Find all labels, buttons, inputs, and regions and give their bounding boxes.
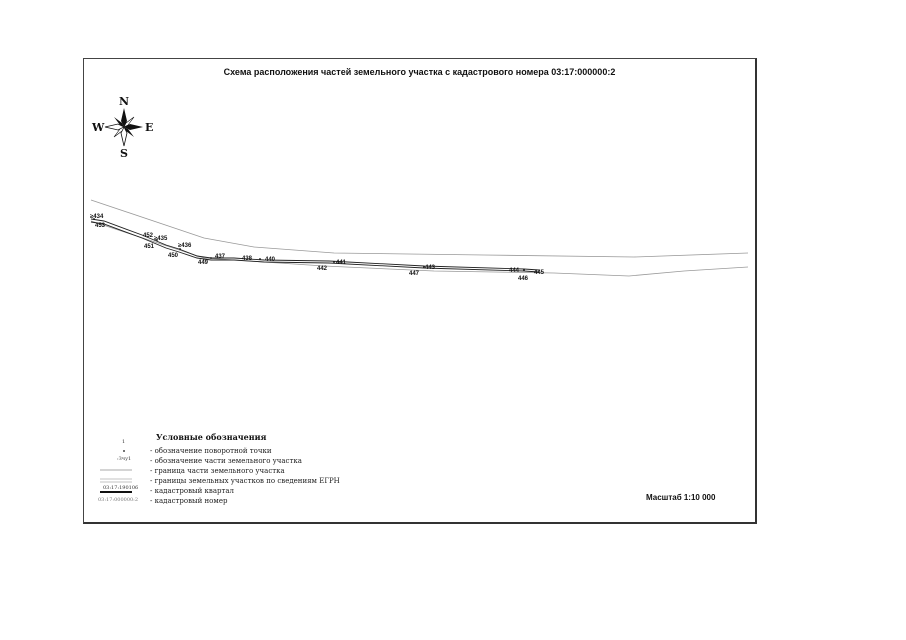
point-label: 438 <box>242 256 253 262</box>
compass-east-label: E <box>145 121 154 134</box>
compass-south-label: S <box>120 147 128 160</box>
point-label: 452 <box>143 233 154 239</box>
legend-title: Условные обозначения <box>156 432 267 442</box>
point-label: 450 <box>168 253 179 259</box>
point-label: 453 <box>95 223 106 229</box>
turning-point-marker <box>259 258 261 260</box>
legend-point-symbol <box>123 450 125 452</box>
legend-item-text: - границы земельных участков по сведениям ЕГРН <box>150 477 340 485</box>
scale-label: Масштаб 1:10 000 <box>646 493 716 502</box>
point-label: 451 <box>144 244 155 250</box>
turning-point-marker <box>210 257 212 259</box>
legend-item-text: - обозначение поворотной точки <box>150 447 272 455</box>
parcel-part-boundary-lower <box>91 222 539 272</box>
point-label: ≥436 <box>178 243 192 249</box>
turning-point-marker <box>333 261 335 263</box>
point-label: 447 <box>409 271 420 277</box>
point-label: 443 <box>425 265 436 271</box>
point-label: 449 <box>198 260 209 266</box>
point-label: 437 <box>215 254 226 260</box>
legend-item-text: - кадастровый квартал <box>150 487 234 495</box>
map-sheet <box>83 58 757 524</box>
point-label: 445 <box>534 270 545 276</box>
point-label: 444 <box>509 268 520 274</box>
compass-rose-icon <box>91 95 153 160</box>
legend-quarter-number: 03:17:190106 <box>103 485 139 491</box>
turning-point-marker <box>523 269 525 271</box>
legend-cadastral-number: 03:17:000000:2 <box>98 497 139 503</box>
point-label: ≥435 <box>154 236 168 242</box>
legend-part-symbol: :Зчу1 <box>117 456 132 462</box>
point-label: 446 <box>518 276 529 282</box>
point-label: 441 <box>336 260 347 266</box>
legend-item-text: - кадастровый номер <box>150 497 228 505</box>
legend-item-text: - обозначение части земельного участка <box>150 457 302 465</box>
legend-item-text: - граница части земельного участка <box>150 467 285 475</box>
compass-west-label: W <box>92 121 105 134</box>
legend-point-number: 1 <box>122 439 126 445</box>
point-label: ≥434 <box>90 214 104 220</box>
map-title: Схема расположения частей земельного участка с кадастрового номера 03:17:000000:2 <box>223 67 616 77</box>
point-label: 442 <box>317 266 328 272</box>
compass-north-label: N <box>119 95 130 108</box>
point-label: 440 <box>265 257 276 263</box>
